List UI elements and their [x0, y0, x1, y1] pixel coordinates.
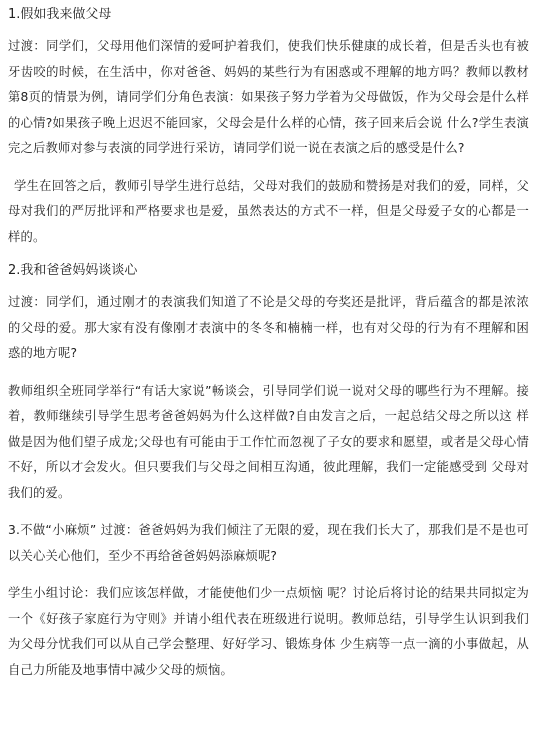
section-3-paragraph-1: 3.不做“小麻烦” 过渡：爸爸妈妈为我们倾注了无限的爱，现在我们长大了，那我们是不是也可以关心关心他们，至少不再给爸爸妈妈添麻烦呢? [8, 523, 529, 563]
section-2-heading: 2.我和爸爸妈妈谈谈心 [8, 263, 138, 278]
section-1-paragraph-1: 过渡：同学们，父母用他们深情的爱呵护着我们，使我们快乐健康的成长着，但是舌头也有被牙齿咬的时候，在生活中，你对爸爸、妈妈的某些行为有困惑或不理解的地方吗？教师以教材第8页的情景为例，请同学们分角色表演：如果孩子努力学着为父母做饭，作为父母会是什么样的心情?如果孩子晚上迟迟不能回家，父母会是什么样的心情，孩子回来后会说 什么?学生表演完之后教师对参与表演的同学进行采访，请同学们说一说在表演之后的感受是什么? [8, 39, 529, 155]
section-1-heading: 1.假如我来做父母 [8, 7, 112, 22]
section-2-paragraph-1: 过渡：同学们，通过刚才的表演我们知道了不论是父母的夸奖还是批评，背后蕴含的都是浓浓的父母的爱。那大家有没有像刚才表演中的冬冬和楠楠一样，也有对父母的行为有不理解和困惑的地方呢? [8, 295, 529, 360]
section-1-paragraph-2: 学生在回答之后，教师引导学生进行总结，父母对我们的鼓励和赞扬是对我们的爱，同样，父母对我们的严厉批评和严格要求也是爱，虽然表达的方式不一样，但是父母爱子女的心都是一样的。 [8, 178, 529, 244]
section-2-paragraph-2: 教师组织全班同学举行“有话大家说”畅谈会，引导同学们说一说对父母的哪些行为不理解。接着，教师继续引导学生思考爸爸妈妈为什么这样做?自由发言之后，一起总结父母之所以这 样做是因为他们望子成龙;父母也有可能由于工作忙而忽视了子女的要求和愿望，或者是父母心情不好，所以才会发火。但只要我们与父母之间相互沟通，彼此理解，我们一定能感受到 父母对我们的爱。 [8, 383, 529, 500]
section-3-paragraph-2: 学生小组讨论：我们应该怎样做，才能使他们少一点烦恼 呢？讨论后将讨论的结果共同拟定为一个《好孩子家庭行为守则》并请小组代表在班级进行说明。教师总结，引导学生认识到我们为父母分忧我们可以从自己学会整理、好好学习、锻炼身体 少生病等一点一滴的小事做起，从自己力所能及地事情中减少父母的烦恼。 [8, 586, 529, 677]
